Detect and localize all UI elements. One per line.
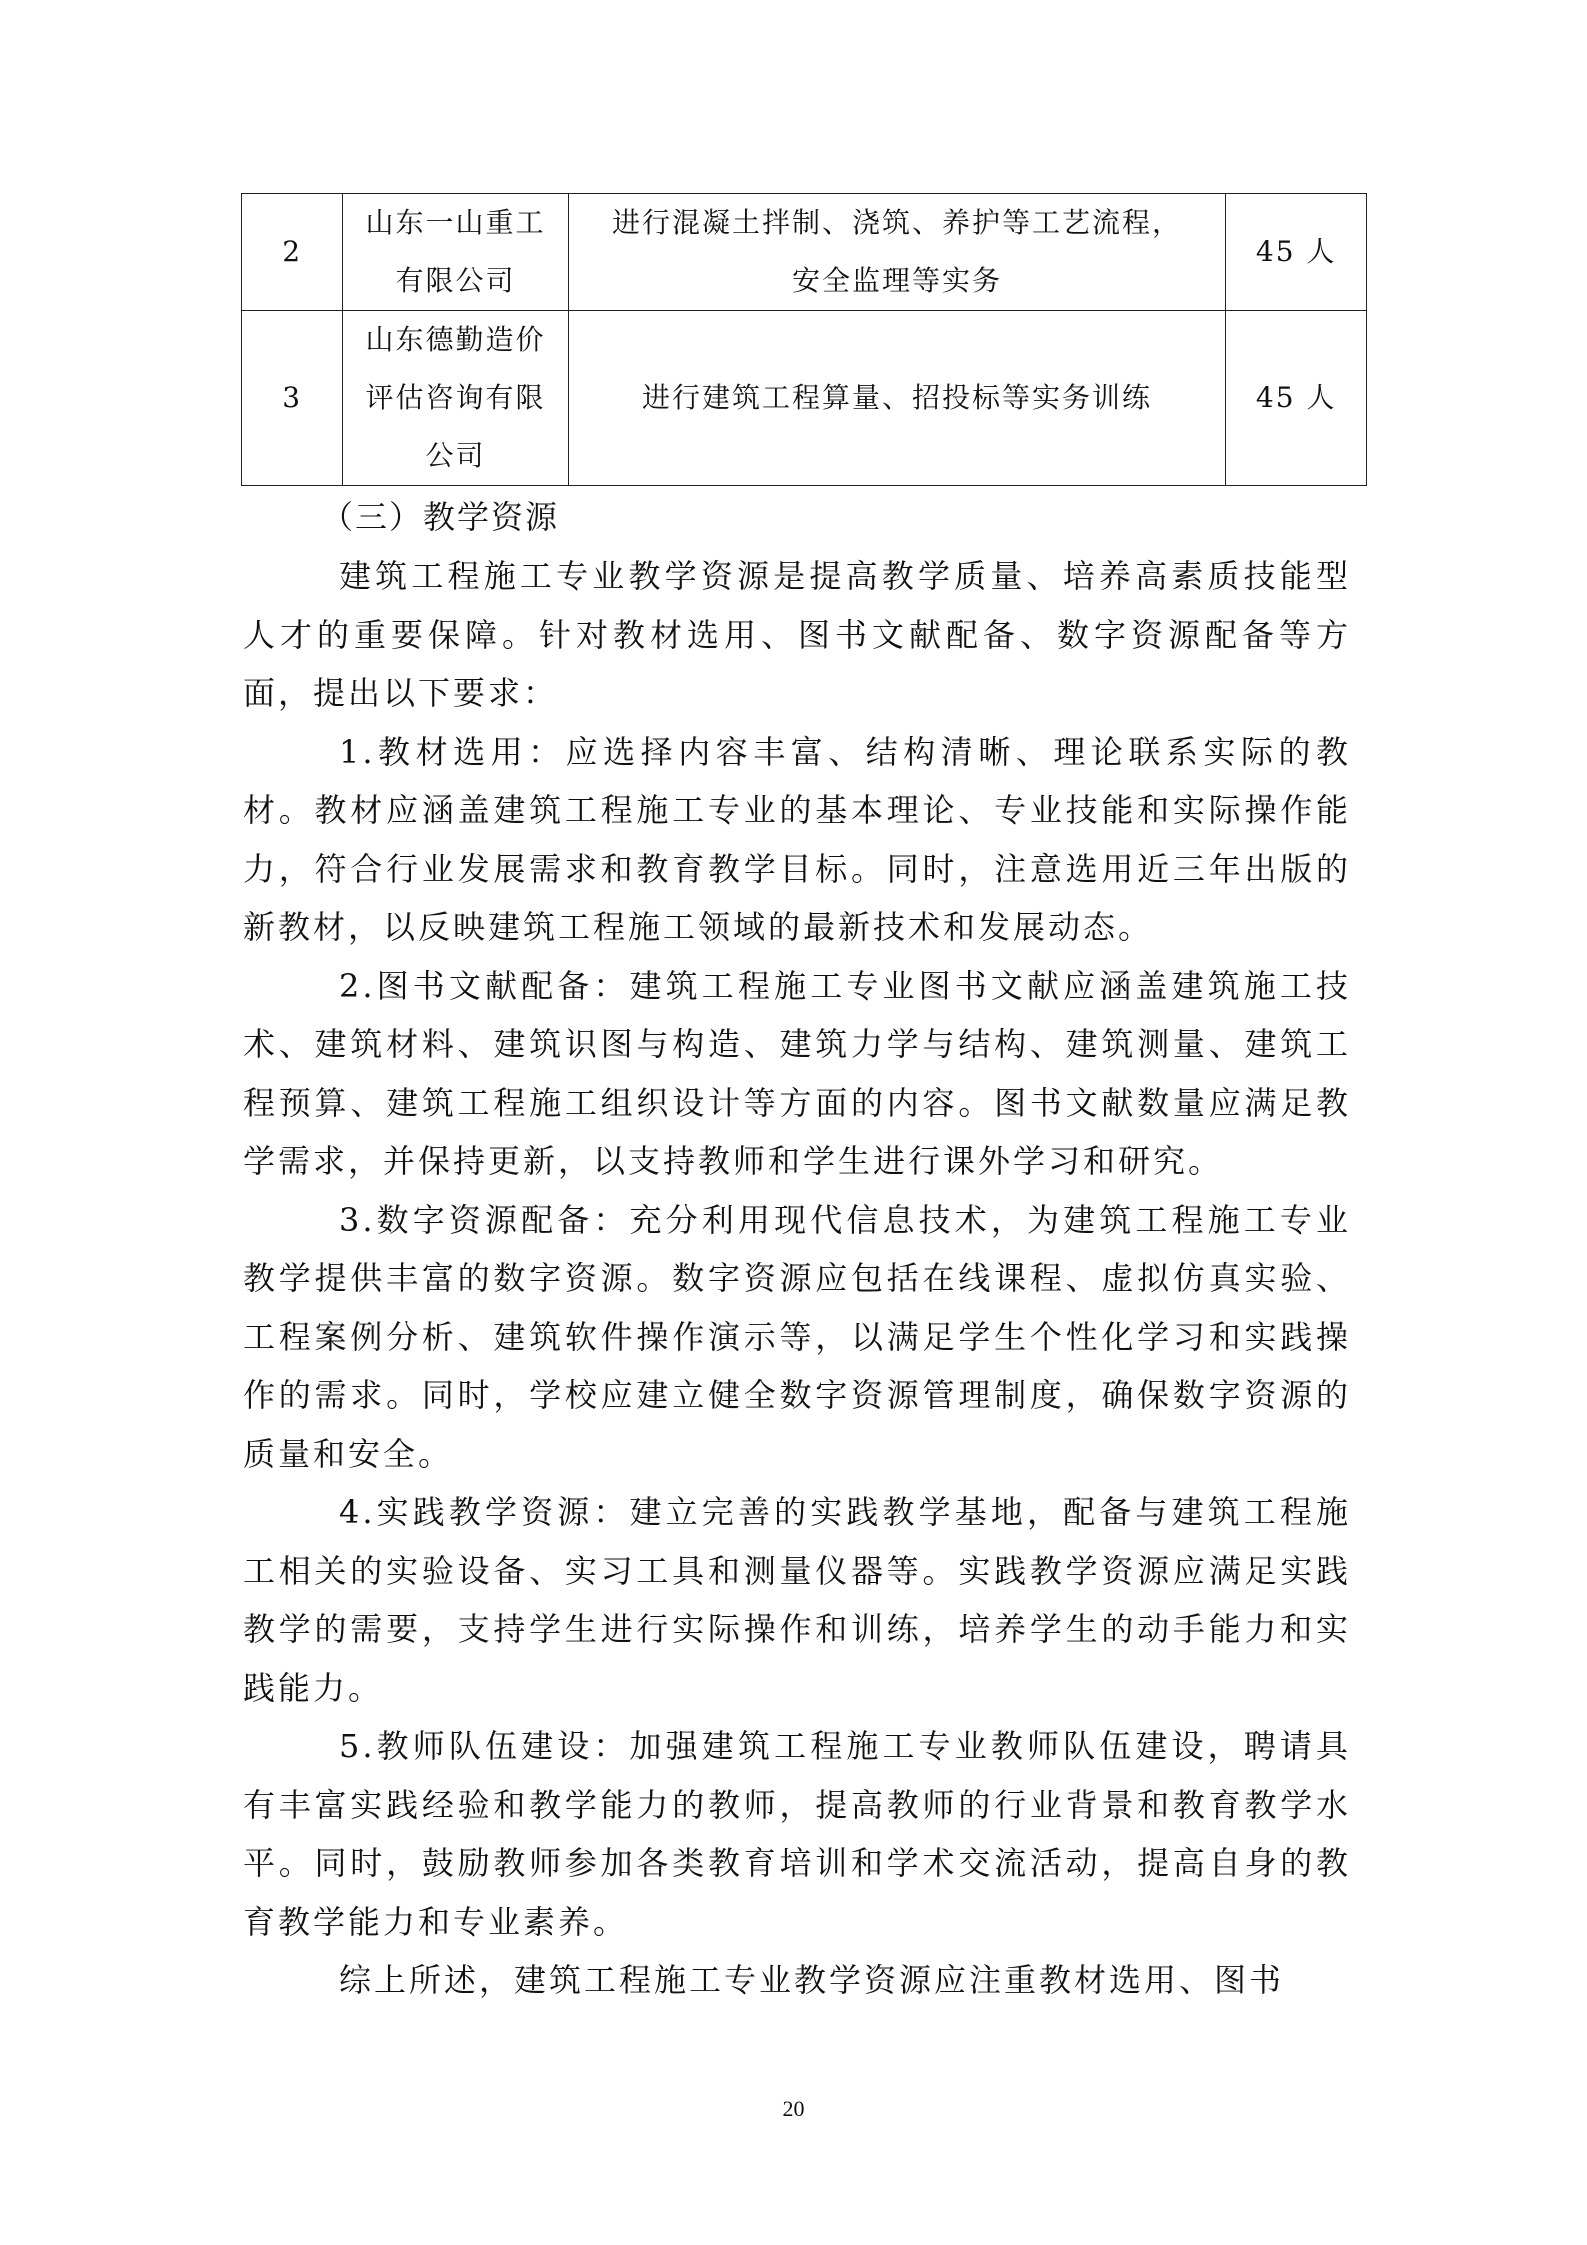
paragraph-practice-resources: 4.实践教学资源：建立完善的实践教学基地，配备与建筑工程施工相关的实验设备、实习工具和测量仪器等。实践教学资源应满足实践教学的需要，支持学生进行实际操作和训练，培养学生的动手能力和实践能力。 <box>243 1493 1351 1707</box>
paragraph-library: 2.图书文献配备：建筑工程施工专业图书文献应涵盖建筑施工技术、建筑材料、建筑识图与构造、建筑力学与结构、建筑测量、建筑工程预算、建筑工程施工组织设计等方面的内容。图书文献数量应满足教学需求，并保持更新，以支持教师和学生进行课外学习和研究。 <box>243 966 1351 1180</box>
table-row <box>242 311 1367 486</box>
unit-name-line: 评估咨询有限 <box>365 381 546 414</box>
training-content-line: 安全监理等实务 <box>792 264 1003 297</box>
training-content-line: 进行混凝土拌制、浇筑、养护等工艺流程， <box>612 206 1183 239</box>
row-number-cell: 2 <box>242 194 343 311</box>
training-content-cell <box>568 194 1226 311</box>
section-heading: （三）教学资源 <box>321 498 560 536</box>
paragraph-teacher-team: 5.教师队伍建设：加强建筑工程施工专业教师队伍建设，聘请具有丰富实践经验和教学能力的教师，提高教师的行业背景和教育教学水平。同时，鼓励教师参加各类教育培训和学术交流活动，提高自身的教育教学能力和专业素养。 <box>243 1727 1351 1941</box>
row-number-cell: 3 <box>242 311 343 486</box>
paragraph-textbooks: 1.教材选用：应选择内容丰富、结构清晰、理论联系实际的教材。教材应涵盖建筑工程施工专业的基本理论、专业技能和实际操作能力，符合行业发展需求和教育教学目标。同时，注意选用近三年出版的新教材，以反映建筑工程施工领域的最新技术和发展动态。 <box>243 732 1351 946</box>
unit-name-cell <box>343 311 568 486</box>
table-row <box>242 194 1367 311</box>
unit-name-line: 山东德勤造价 <box>365 323 546 356</box>
practice-base-table <box>241 193 1367 486</box>
paragraph-intro: 建筑工程施工专业教学资源是提高教学质量、培养高素质技能型人才的重要保障。针对教材选用、图书文献配备、数字资源配备等方面，提出以下要求： <box>243 557 1351 712</box>
unit-name-line: 山东一山重工 <box>365 206 546 239</box>
capacity-cell: 45 人 <box>1226 311 1367 486</box>
capacity-cell: 45 人 <box>1226 194 1367 311</box>
training-content-line: 进行建筑工程算量、招投标等实务训练 <box>642 381 1153 414</box>
paragraph-digital-resources: 3.数字资源配备：充分利用现代信息技术，为建筑工程施工专业教学提供丰富的数字资源。数字资源应包括在线课程、虚拟仿真实验、工程案例分析、建筑软件操作演示等，以满足学生个性化学习和实践操作的需求。同时，学校应建立健全数字资源管理制度，确保数字资源的质量和安全。 <box>243 1200 1351 1473</box>
page-number: 20 <box>782 2096 805 2121</box>
paragraph-summary: 综上所述，建筑工程施工专业教学资源应注重教材选用、图书 <box>339 1961 1285 1999</box>
unit-name-cell <box>343 194 568 311</box>
unit-name-line: 有限公司 <box>395 264 516 297</box>
unit-name-line: 公司 <box>425 439 486 472</box>
training-content-cell <box>568 311 1226 486</box>
section-body <box>243 492 1351 2010</box>
